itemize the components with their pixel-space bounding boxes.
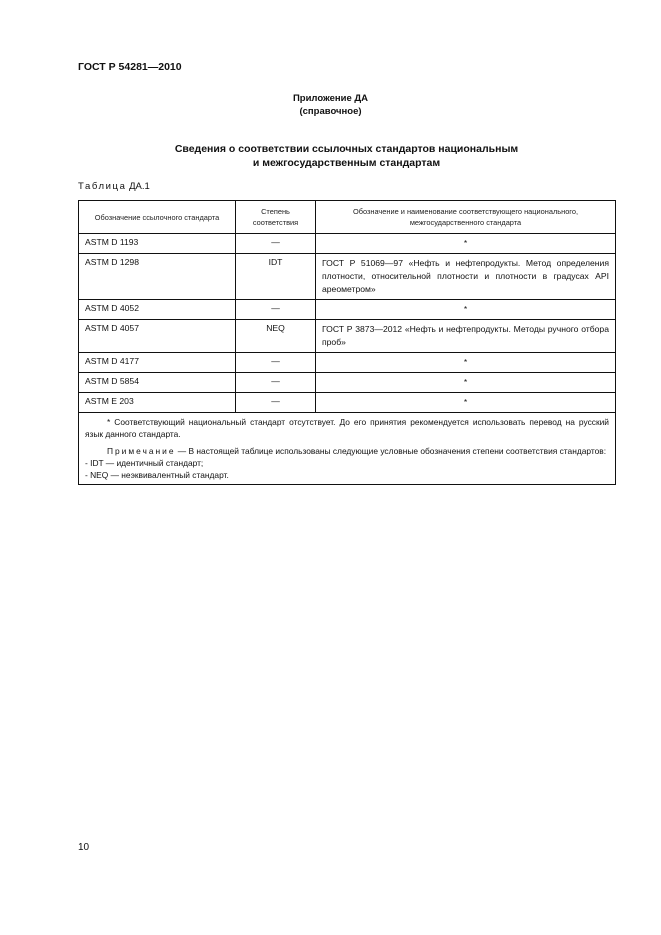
column-header-degree: Степень соответствия	[236, 201, 316, 234]
cell-standard: ASTM E 203	[79, 393, 236, 413]
table-header-row	[79, 201, 616, 234]
cell-degree: —	[236, 300, 316, 320]
note-item-neq: - NEQ — неэквивалентный стандарт.	[85, 470, 229, 480]
table-caption	[78, 181, 150, 192]
cell-standard: ASTM D 1298	[79, 254, 236, 300]
cell-standard: ASTM D 4057	[79, 320, 236, 353]
cell-degree: —	[236, 234, 316, 254]
table-row	[79, 300, 616, 320]
cell-national: *	[316, 393, 616, 413]
table-row	[79, 254, 616, 300]
section-title-line-1: Сведения о соответствии ссылочных стандартов национальным	[174, 143, 519, 155]
table-notes-row	[79, 413, 616, 485]
cell-standard: ASTM D 5854	[79, 373, 236, 393]
annex-title: Приложение ДА	[292, 93, 369, 104]
cell-degree: —	[236, 373, 316, 393]
table-caption-number: ДА.1	[129, 181, 150, 192]
cell-degree: IDT	[236, 254, 316, 300]
cell-national: *	[316, 234, 616, 254]
cell-degree: —	[236, 353, 316, 373]
annex-subtitle: (справочное)	[299, 106, 362, 117]
cell-national: ГОСТ Р 3873—2012 «Нефть и нефтепродукты. Методы ручного отбора проб»	[316, 320, 616, 353]
table-notes	[79, 413, 616, 485]
cell-standard: ASTM D 4177	[79, 353, 236, 373]
table-row	[79, 353, 616, 373]
section-title	[0, 142, 661, 170]
cell-national: *	[316, 373, 616, 393]
table-row	[79, 320, 616, 353]
table-row	[79, 234, 616, 254]
cell-national: *	[316, 300, 616, 320]
section-title-line-2: и межгосударственным стандартам	[252, 157, 441, 169]
table-footnote: * Соответствующий национальный стандарт отсутствует. До его принятия рекомендуется использовать перевод на русский язык данного стандарта.	[85, 417, 609, 439]
cell-national: ГОСТ Р 51069—97 «Нефть и нефтепродукты. Метод определения плотности, относительной плотности и плотности в градусах API ареометром»	[316, 254, 616, 300]
cell-standard: ASTM D 1193	[79, 234, 236, 254]
correspondence-table	[78, 200, 616, 485]
table-note	[85, 445, 609, 457]
column-header-standard: Обозначение ссылочного стандарта	[79, 201, 236, 234]
note-text: — В настоящей таблице использованы следующие условные обозначения степени соответствия стандартов:	[175, 446, 607, 456]
cell-degree: —	[236, 393, 316, 413]
cell-degree: NEQ	[236, 320, 316, 353]
cell-standard: ASTM D 4052	[79, 300, 236, 320]
column-header-national: Обозначение и наименование соответствующего национального, межгосударственного стандарта	[316, 201, 616, 234]
table-caption-label: Таблица	[78, 181, 127, 192]
document-id: ГОСТ Р 54281—2010	[78, 61, 182, 73]
note-item-idt: - IDT — идентичный стандарт;	[85, 458, 204, 468]
note-label: Примечание	[107, 446, 176, 456]
page-number: 10	[78, 842, 90, 853]
table-row	[79, 393, 616, 413]
table-row	[79, 373, 616, 393]
annex-heading	[0, 92, 661, 118]
cell-national: *	[316, 353, 616, 373]
